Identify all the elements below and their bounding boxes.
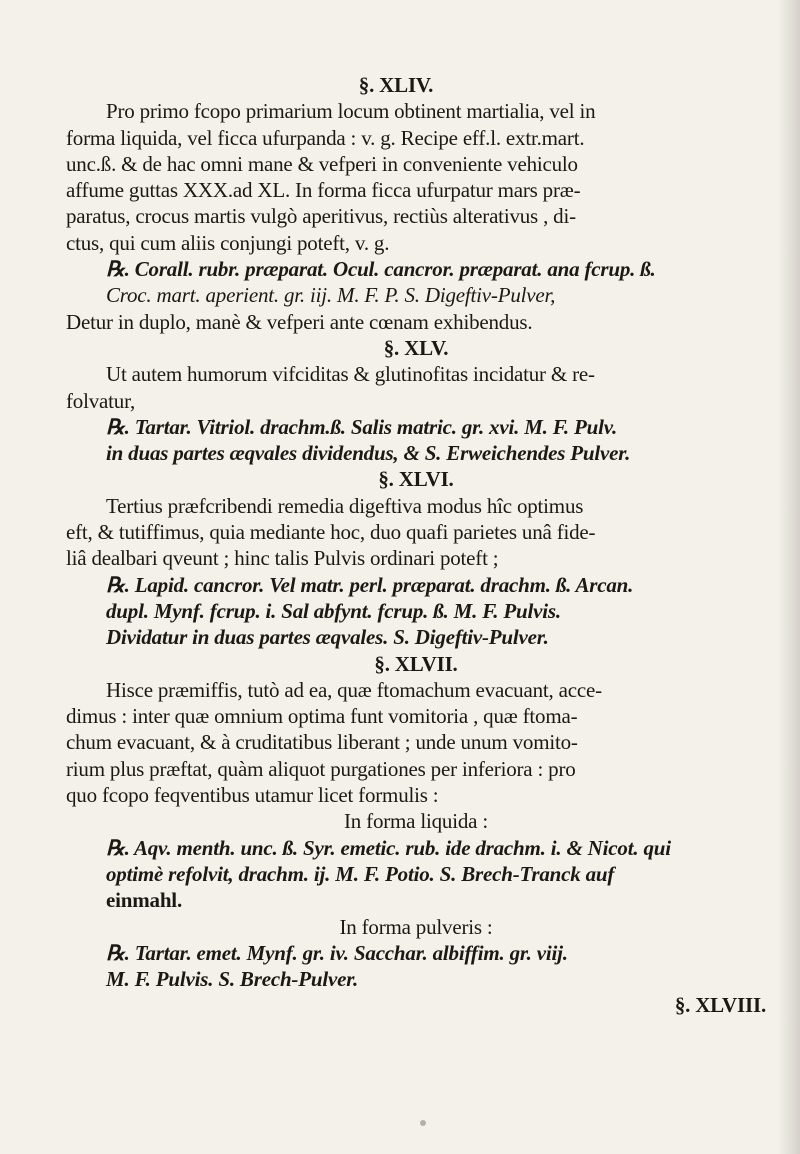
text-line: liâ dealbari qveunt ; hinc talis Pulvis ordinari poteft ; [66, 546, 499, 571]
text-line: folvatur, [66, 388, 136, 413]
page-text [66, 72, 766, 1019]
text-line: dimus : inter quæ omnium optima funt vomitoria , quæ ftoma- [66, 704, 578, 729]
text-line: Tertius præfcribendi remedia digeftiva modus hîc optimus [106, 493, 584, 518]
subheading-powder: In forma pulveris : [339, 914, 493, 939]
subheading-liquid: In forma liquida : [344, 809, 488, 834]
section-heading-xlv: §. XLV. [383, 335, 449, 360]
prescription-line: ℞. Corall. rubr. præparat. Ocul. cancror. præparat. ana fcrup. ß. [106, 257, 656, 282]
prescription-line: M. F. Pulvis. S. Brech-Pulver. [106, 967, 359, 992]
section-heading-xliv: §. XLIV. [358, 73, 434, 97]
section-heading-xlvi: §. XLVI. [378, 467, 454, 492]
text-line: paratus, crocus martis vulgò aperitivus, rectiùs alterativus , di- [66, 204, 576, 229]
text-line: quo fcopo feqventibus utamur licet formulis : [66, 783, 439, 808]
text-line: Ut autem humorum vifciditas & glutinofitas incidatur & re- [106, 362, 595, 387]
prescription-line: ℞. Lapid. cancror. Vel matr. perl. præparat. drachm. ß. Arcan. [106, 572, 634, 597]
prescription-line: optimè refolvit, drachm. ij. M. F. Potio. S. Brech-Tranck auf [106, 861, 615, 886]
prescription-line: ℞. Tartar. Vitriol. drachm.ß. Salis matric. gr. xvi. M. F. Pulv. [106, 414, 618, 439]
text-line: chum evacuant, & à cruditatibus liberant ; unde unum vomito- [66, 730, 578, 755]
prescription-line: dupl. Mynf. fcrup. i. Sal abfynt. fcrup. ß. M. F. Pulvis. [106, 598, 561, 623]
text-line: Hisce præmiffis, tutò ad ea, quæ ftomachum evacuant, acce- [106, 677, 602, 702]
text-line: ctus, qui cum aliis conjungi poteft, v. g. [66, 230, 390, 255]
text-line: Pro primo fcopo primarium locum obtinent martialia, vel in [106, 99, 596, 124]
section-heading-xlvii: §. XLVII. [374, 651, 458, 676]
text-line: unc.ß. & de hac omni mane & vefperi in conveniente vehiculo [66, 151, 578, 176]
prescription-line: Croc. mart. aperient. gr. iij. M. F. P. S. Digeftiv-Pulver, [106, 283, 556, 308]
text-line: rium plus præftat, quàm aliquot purgationes per inferiora : pro [66, 756, 576, 781]
prescription-line: in duas partes æqvales dividendus, & S. Erweichendes Pulver. [106, 441, 631, 466]
text-line: affume guttas XXX.ad XL. In forma ficca ufurpatur mars præ- [66, 178, 581, 203]
text-line: forma liquida, vel ficca ufurpanda : v. g. Recipe eff.l. extr.mart. [66, 125, 585, 150]
prescription-line: Dividatur in duas partes æqvales. S. Digeftiv-Pulver. [106, 625, 549, 650]
text-line: Detur in duplo, manè & vefperi ante cœnam exhibendus. [66, 309, 533, 334]
prescription-line: ℞. Aqv. menth. unc. ß. Syr. emetic. rub. ide drachm. i. & Nicot. qui [106, 835, 671, 860]
ink-speck [420, 1120, 426, 1126]
prescription-line: einmahl. [106, 888, 182, 913]
catchword: §. XLVIII. [674, 993, 766, 1018]
prescription-line: ℞. Tartar. emet. Mynf. gr. iv. Sacchar. albiffim. gr. viij. [106, 940, 568, 965]
text-line: eft, & tutiffimus, quia mediante hoc, duo quafi parietes unâ fide- [66, 520, 596, 545]
